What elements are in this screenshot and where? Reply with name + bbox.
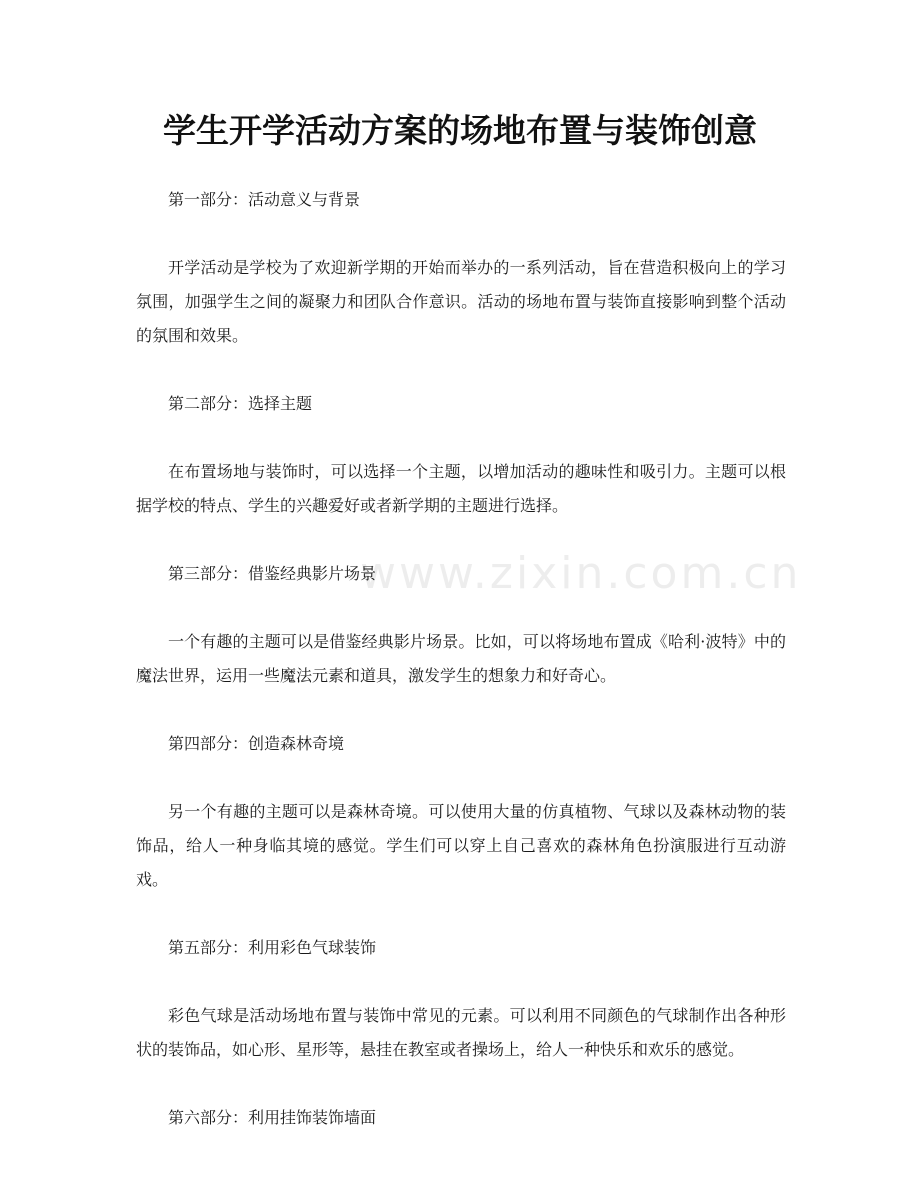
section-heading: 第二部分：选择主题	[168, 394, 313, 413]
watermark: www.zixin.com.cn	[360, 548, 802, 599]
document-title: 学生开学活动方案的场地布置与装饰创意	[163, 111, 757, 150]
section-paragraph: 彩色气球是活动场地布置与装饰中常见的元素。可以利用不同颜色的气球制作出各种形状的装饰品，如心形、星形等，悬挂在教室或者操场上，给人一种快乐和欢乐的感觉。	[136, 1006, 786, 1059]
section-heading: 第一部分：活动意义与背景	[168, 190, 361, 209]
section-paragraph: 开学活动是学校为了欢迎新学期的开始而举办的一系列活动，旨在营造积极向上的学习氛围，加强学生之间的凝聚力和团队合作意识。活动的场地布置与装饰直接影响到整个活动的氛围和效果。	[136, 258, 786, 345]
section-paragraph: 一个有趣的主题可以是借鉴经典影片场景。比如，可以将场地布置成《哈利·波特》中的魔法世界，运用一些魔法元素和道具，激发学生的想象力和好奇心。	[136, 632, 786, 685]
section-heading: 第三部分：借鉴经典影片场景	[168, 564, 377, 583]
section-paragraph: 在布置场地与装饰时，可以选择一个主题，以增加活动的趣味性和吸引力。主题可以根据学校的特点、学生的兴趣爱好或者新学期的主题进行选择。	[136, 462, 786, 515]
section-heading: 第四部分：创造森林奇境	[168, 734, 345, 753]
document-body	[136, 183, 786, 1135]
section-paragraph: 另一个有趣的主题可以是森林奇境。可以使用大量的仿真植物、气球以及森林动物的装饰品，给人一种身临其境的感觉。学生们可以穿上自己喜欢的森林角色扮演服进行互动游戏。	[136, 802, 786, 889]
section-heading: 第六部分：利用挂饰装饰墙面	[168, 1108, 377, 1127]
section-heading: 第五部分：利用彩色气球装饰	[168, 938, 377, 957]
